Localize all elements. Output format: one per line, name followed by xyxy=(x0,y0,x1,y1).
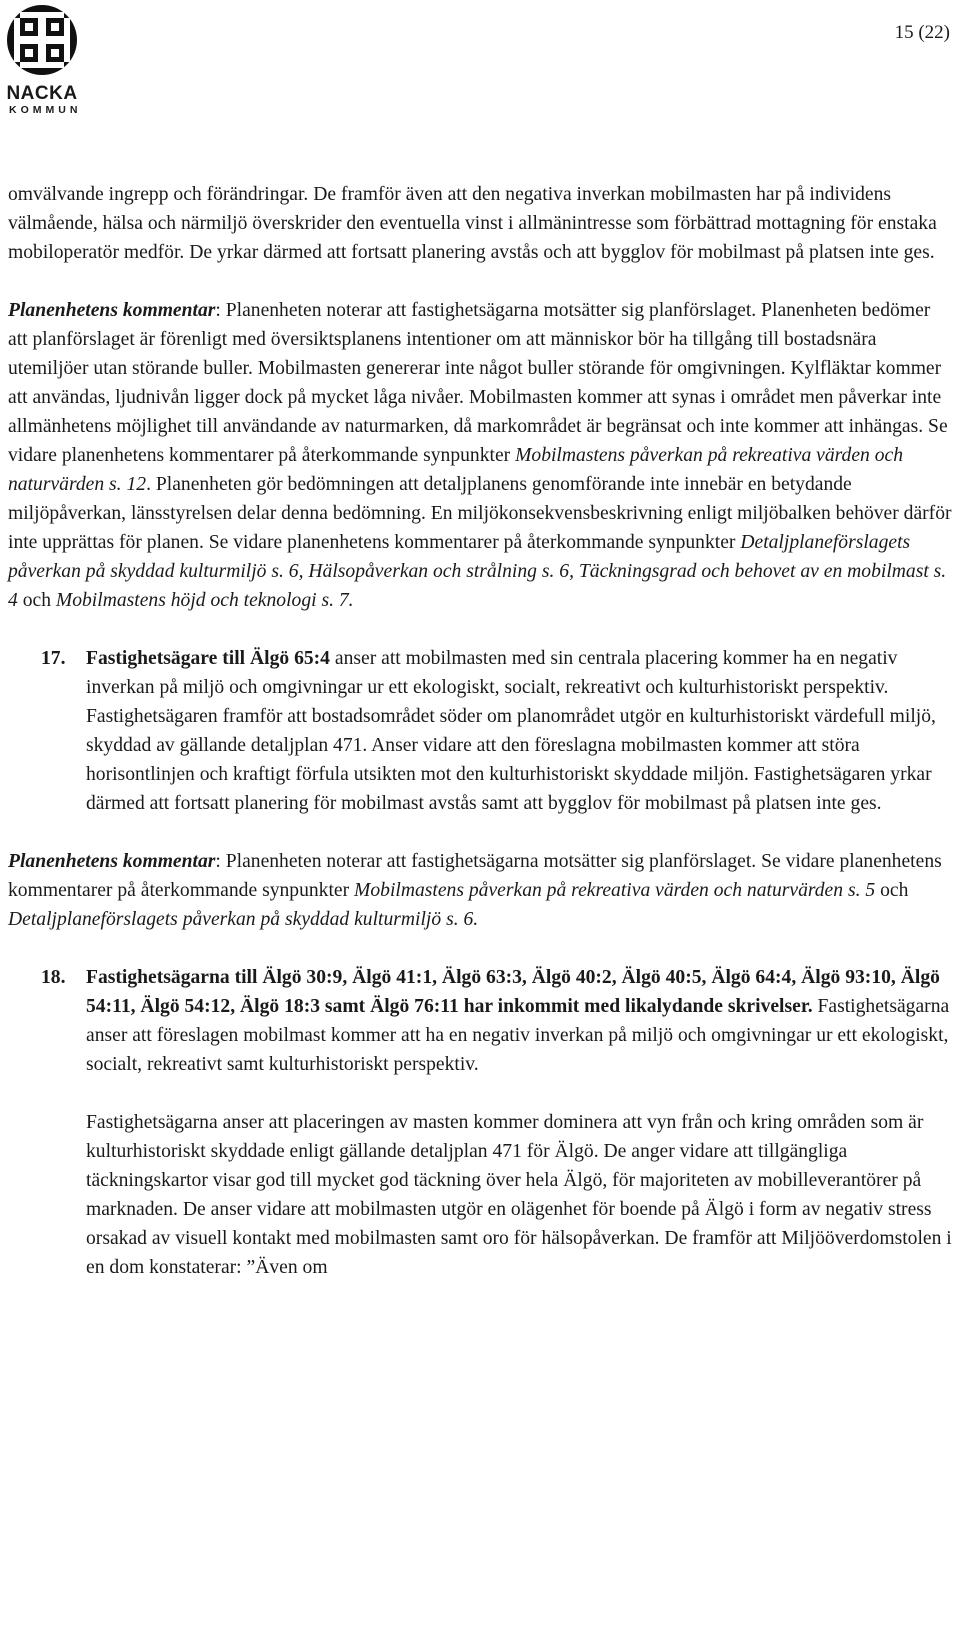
item-number: 18. xyxy=(41,967,66,988)
planning-comment-1 xyxy=(8,296,953,615)
comment-reference: Mobilmastens påverkan på rekreativa värden och naturvärden s. 12 xyxy=(8,445,904,495)
comment-text: och xyxy=(17,590,56,611)
item-paragraph-2: Fastighetsägarna anser att placeringen av masten kommer dominera att vyn från och kring områden som är kulturhistoriskt skyddade enligt gällande detaljplan 471 för Älgö. De anger vidare att tillgängliga täckningskartor visar god till mycket god täckning över hela Älgö, för majoriteten av mobilleverantörer på marknaden. De anser vidare att mobilmasten utgör en olägenhet för boende på Älgö i form av negativ stress orsakad av visuell kontakt med mobilmasten samt oro för hälsopåverkan. De framför att Miljööverdomstolen i en dom konstaterar: ”Även om xyxy=(86,1112,952,1278)
page-number: 15 (22) xyxy=(894,22,950,43)
item-number: 17. xyxy=(41,648,66,669)
document-body xyxy=(8,180,953,1282)
item-heading: Fastighetsägare till Älgö 65:4 xyxy=(86,648,330,669)
comment-heading: Planenhetens kommentar xyxy=(8,300,216,321)
comment-text: : Planenheten noterar att fastighetsägarna motsätter sig planförslaget. Se vidare planenhetens kommentarer på återkommande synpunkter xyxy=(8,851,942,901)
planning-comment-2 xyxy=(8,847,953,934)
comment-reference: Mobilmastens höjd och teknologi s. 7. xyxy=(55,590,354,611)
comment-reference: Detaljplaneförslagets påverkan på skyddad kulturmiljö s. 6. xyxy=(8,909,479,930)
comment-text: : Planenheten noterar att fastighetsägarna motsätter sig planförslaget. Planenheten bedömer att planförslaget är förenligt med översiktsplanens intentioner om att människor bör ha tillgång till bostadsnära utemiljöer utan störande buller. Mobilmasten genererar inte något buller störande för omgivningen. Kylfläktar kommer att användas, ljudnivån ligger dock på mycket låga nivåer. Mobilmasten kommer att synas i området men påverkar inte allmänhetens möjlighet till användande av naturmarken, då markområdet är begränsat och inte kommer att inhängas. Se vidare planenhetens kommentarer på återkommande synpunkter xyxy=(8,300,948,466)
logo-sub: KOMMUN xyxy=(9,104,82,116)
item-body: anser att mobilmasten med sin centrala placering kommer ha en negativ inverkan på miljö och omgivningar ur ett ekologiskt, socialt, rekreativt och kulturhistoriskt perspektiv. Fastighetsägaren framför att bostadsområdet söder om planområdet utgör en kulturhistoriskt värdefull miljö, skyddad av gällande detaljplan 471. Anser vidare att den föreslagna mobilmasten kommer att störa horisontlinjen och kraftigt förfula utsikten mot den kulturhistoriskt skyddade miljön. Fastighetsägaren yrkar därmed att fortsatt planering för mobilmast avstås samt att bygglov för mobilmast på platsen inte ges. xyxy=(86,648,936,814)
nacka-emblem-icon xyxy=(6,4,78,76)
comment-reference: Mobilmastens påverkan på rekreativa värden och naturvärden s. 5 xyxy=(354,880,876,901)
list-item-18 xyxy=(8,963,953,1282)
item-heading: Fastighetsägarna till Älgö 30:9, Älgö 41:1, Älgö 63:3, Älgö 40:2, Älgö 40:5, Älgö 64:4, Älgö 93:10, Älgö 54:11, Älgö 54:12, Älgö 18:3 samt Älgö 76:11 har inkommit med likalydande skrivelser. xyxy=(86,967,940,1017)
item-text xyxy=(86,644,953,818)
item-text xyxy=(86,963,953,1079)
paragraph-continued: omvälvande ingrepp och förändringar. De framför även att den negativa inverkan mobilmasten har på individens välmående, hälsa och närmiljö överskrider den eventuella vinst i allmänintresse som förbättrad mottagning för enstaka mobiloperatör medför. De yrkar därmed att fortsatt planering avstås och att bygglov för mobilmast på platsen inte ges. xyxy=(8,184,937,263)
comment-reference: Detaljplaneförslagets påverkan på skyddad kulturmiljö s. 6, Hälsopåverkan och strålning s. 6, Täckningsgrad och behovet av en mobilmast s. 4 xyxy=(8,532,947,611)
comment-text: och xyxy=(875,880,909,901)
nacka-kommun-logo xyxy=(6,4,82,116)
item-body: Fastighetsägarna anser att föreslagen mobilmast kommer att ha en negativ inverkan på miljö och omgivningar ur ett ekologiskt, socialt, rekreativt samt kulturhistoriskt perspektiv. xyxy=(86,996,950,1075)
logo-name: NACKA xyxy=(6,83,78,104)
comment-text: . Planenheten gör bedömningen att detaljplanens genomförande inte innebär en betydande miljöpåverkan, länsstyrelsen delar denna bedömning. En miljökonsekvensbeskrivning enligt miljöbalken behöver därför inte upprättas för planen. Se vidare planenhetens kommentarer på återkommande synpunkter xyxy=(8,474,952,553)
list-item-17 xyxy=(8,644,953,818)
comment-heading: Planenhetens kommentar xyxy=(8,851,216,872)
